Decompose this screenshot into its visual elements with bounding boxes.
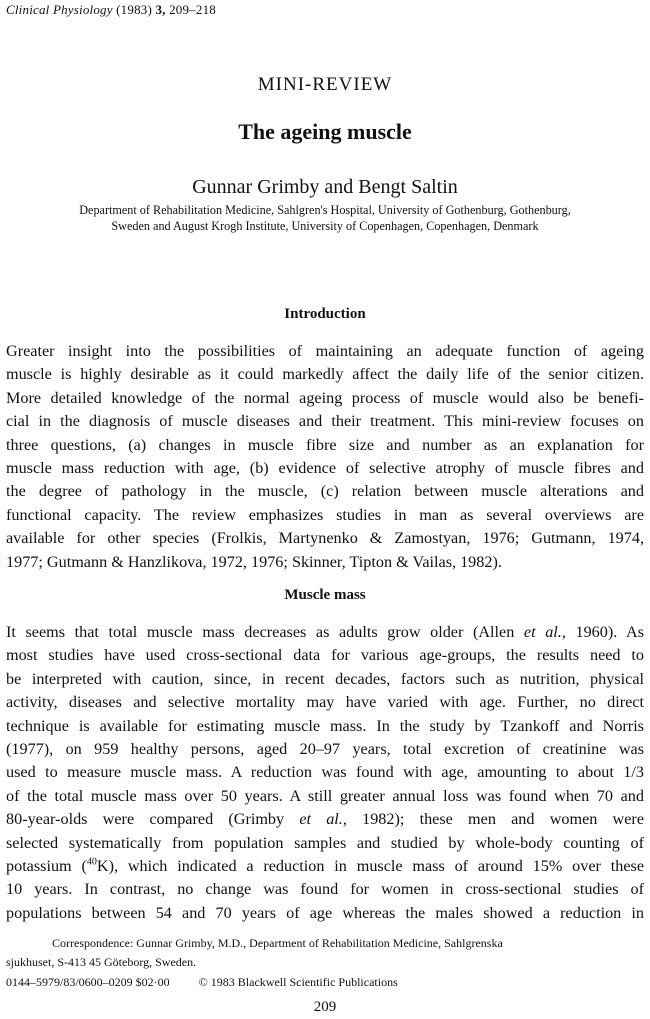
introduction-heading: Introduction bbox=[284, 306, 366, 322]
text-line: functional capacity. The review emphasizes studies in man as several overviews are bbox=[6, 505, 644, 524]
text-line: cial in the diagnosis of muscle diseases and their treatment. This mini-review focuses on bbox=[6, 412, 644, 431]
text-line: used to measure muscle mass. A reduction was found with age, amounting to about 1/3 bbox=[6, 763, 644, 782]
publication-info bbox=[6, 975, 398, 990]
text-fragment: , 1960). As bbox=[561, 623, 644, 641]
journal-pages: 209–218 bbox=[169, 2, 216, 17]
text-line bbox=[6, 621, 644, 644]
page-number: 209 bbox=[313, 999, 337, 1015]
text-line: 10 years. In contrast, no change was found for women in cross-sectional studies of bbox=[6, 880, 644, 899]
authors: Gunnar Grimby and Bengt Saltin bbox=[192, 176, 458, 198]
copyright-notice: © 1983 Blackwell Scientific Publications bbox=[198, 975, 398, 989]
text-fragment: 80-year-olds were compared (Grimby bbox=[6, 810, 300, 829]
text-line: activity, diseases and selective mortality may have varied with age. Further, no direct bbox=[6, 693, 644, 712]
muscle-mass-heading: Muscle mass bbox=[284, 587, 366, 603]
text-line bbox=[6, 855, 644, 878]
text-line: Greater insight into the possibilities of maintaining an adequate function of ageing bbox=[6, 342, 644, 360]
text-line: of the total muscle mass over 50 years. A still greater annual loss was found when 70 and bbox=[6, 786, 644, 805]
citation-emphasis: et al. bbox=[523, 623, 562, 641]
text-line: 1977; Gutmann & Hanzlikova, 1972, 1976; Skinner, Tipton & Vailas, 1982). bbox=[6, 552, 502, 571]
text-line: the degree of pathology in the muscle, (c) relation between muscle alterations and bbox=[6, 482, 644, 501]
text-fragment: K), which indicated a reduction in muscle mass of around 15% over these bbox=[96, 856, 644, 875]
journal-year: (1983) bbox=[116, 2, 153, 17]
running-head bbox=[6, 2, 216, 18]
section-label: MINI-REVIEW bbox=[257, 74, 393, 95]
muscle-mass-paragraph bbox=[6, 621, 644, 925]
text-line: muscle mass reduction with age, (b) evidence of selective atrophy of muscle fibres and bbox=[6, 458, 644, 477]
text-line: be interpreted with caution, since, in recent decades, factors such as nutrition, physical bbox=[6, 669, 644, 688]
text-line: technique is available for estimating muscle mass. In the study by Tzankoff and Norris bbox=[6, 716, 644, 735]
journal-name: Clinical Physiology bbox=[6, 2, 113, 17]
text-line: three questions, (a) changes in muscle fibre size and number as an explanation for bbox=[6, 435, 644, 454]
article-code: 0144–5979/83/0600–0209 $02·00 bbox=[6, 975, 170, 989]
text-line: available for other species (Frolkis, Martynenko & Zamostyan, 1976; Gutmann, 1974, bbox=[6, 529, 644, 548]
text-line: (1977), on 959 healthy persons, aged 20–97 years, total excretion of creatinine was bbox=[6, 739, 644, 758]
text-line: populations between 54 and 70 years of age whereas the males showed a reduction in bbox=[6, 903, 644, 922]
text-line: More detailed knowledge of the normal ageing process of muscle would also be benefi- bbox=[6, 388, 644, 407]
text-fragment: It seems that total muscle mass decreases as adults grow older (Allen bbox=[6, 623, 524, 641]
affiliation-line: Department of Rehabilitation Medicine, Sahlgren's Hospital, University of Gothenburg, Gothenburg, bbox=[79, 203, 571, 217]
text-line: muscle is highly desirable as it could markedly affect the daily life of the senior citizen. bbox=[6, 365, 644, 384]
text-line: most studies have used cross-sectional data for various age-groups, the results need to bbox=[6, 646, 644, 665]
text-line bbox=[6, 808, 644, 831]
citation-emphasis: et al. bbox=[299, 810, 343, 829]
affiliation-line: Sweden and August Krogh Institute, University of Copenhagen, Copenhagen, Denmark bbox=[111, 219, 539, 233]
text-line: selected systematically from population samples and studied by whole-body counting of bbox=[6, 833, 644, 852]
text-fragment: potassium ( bbox=[6, 856, 87, 875]
correspondence-footnote: Correspondence: Gunnar Grimby, M.D., Department of Rehabilitation Medicine, Sahlgrenska bbox=[52, 936, 503, 950]
correspondence-footnote: sjukhuset, S-413 45 Göteborg, Sweden. bbox=[6, 955, 197, 969]
journal-volume: 3, bbox=[155, 2, 166, 17]
introduction-paragraph bbox=[6, 340, 644, 574]
text-fragment: , 1982); these men and women were bbox=[342, 810, 644, 829]
isotope-superscript: 40 bbox=[86, 856, 97, 868]
article-title: The ageing muscle bbox=[238, 119, 412, 144]
